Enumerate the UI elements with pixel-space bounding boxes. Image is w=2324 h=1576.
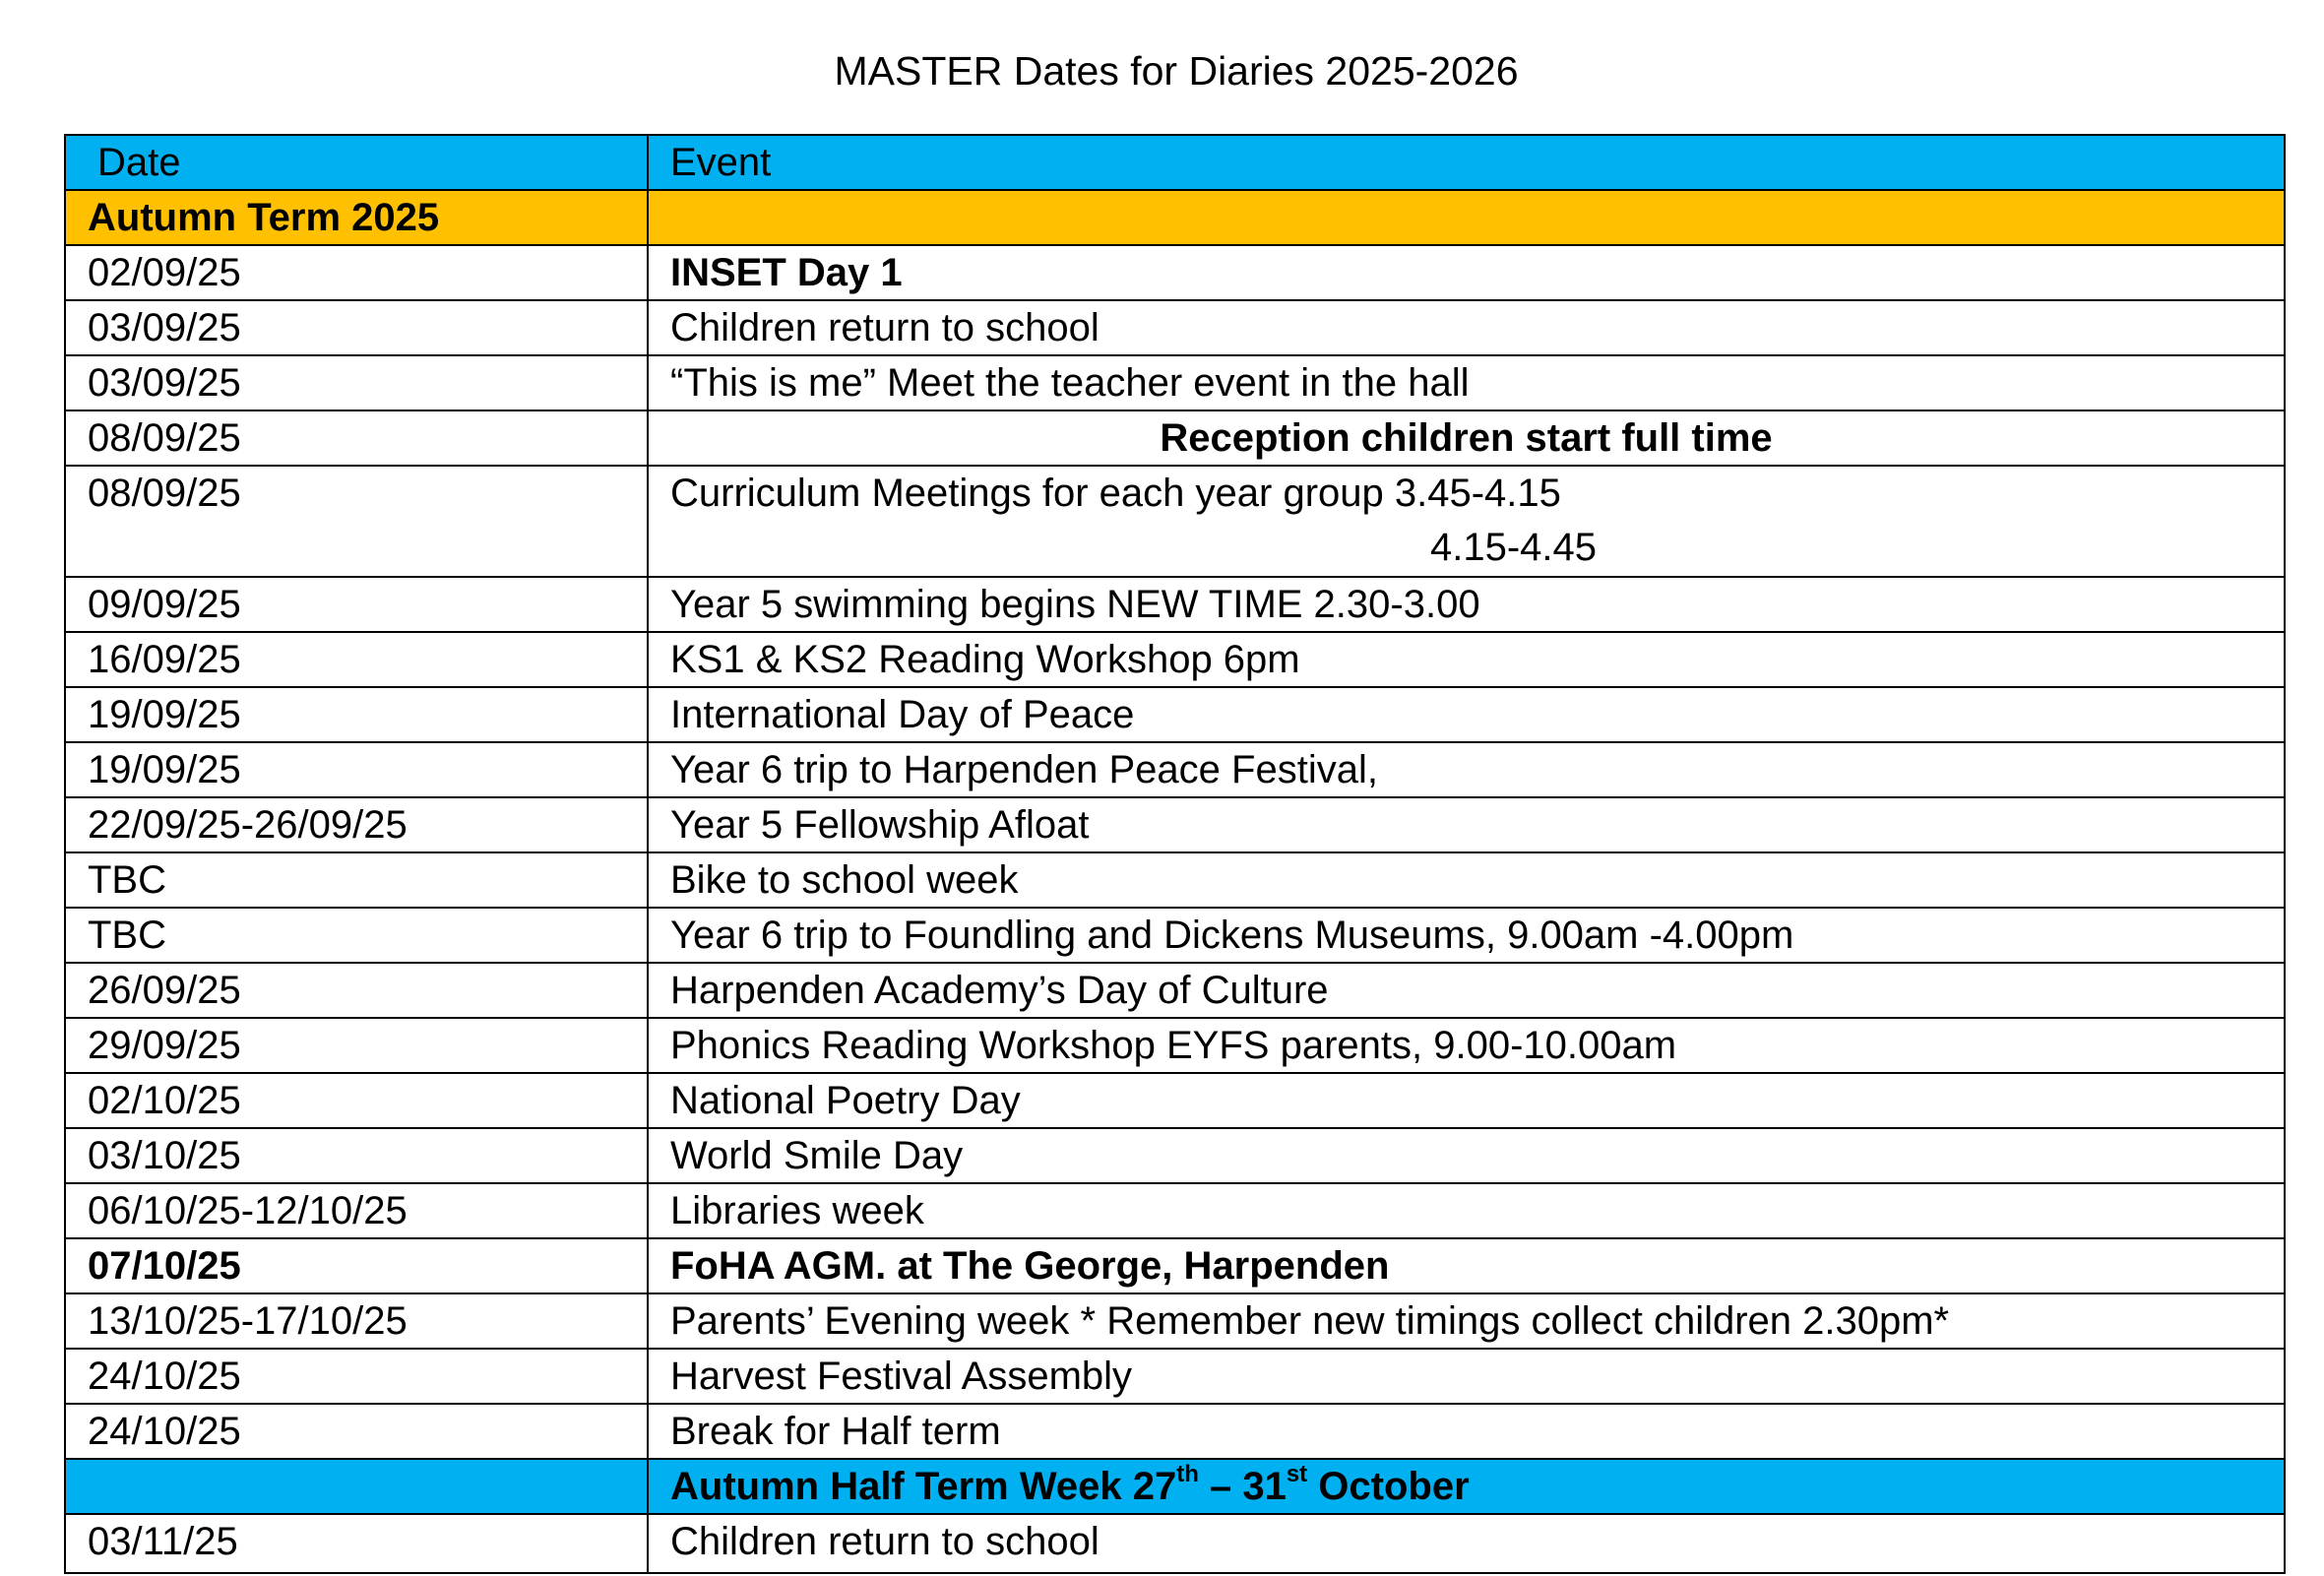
table-row xyxy=(65,466,2285,577)
date-cell: TBC xyxy=(65,852,648,908)
half-term-text-2: – 31 xyxy=(1198,1465,1287,1508)
date-cell: 09/09/25 xyxy=(65,577,648,632)
table-row xyxy=(65,410,2285,466)
event-cell: Phonics Reading Workshop EYFS parents, 9.00-10.00am xyxy=(648,1018,2285,1073)
date-cell: 03/11/25 xyxy=(65,1514,648,1573)
event-cell: FoHA AGM. at The George, Harpenden xyxy=(648,1238,2285,1293)
table-row xyxy=(65,852,2285,908)
date-cell: 08/09/25 xyxy=(65,410,648,466)
event-cell: International Day of Peace xyxy=(648,687,2285,742)
half-term-text-1: Autumn Half Term Week 27 xyxy=(670,1465,1177,1508)
event-cell: Children return to school xyxy=(648,1514,2285,1573)
table-row xyxy=(65,1238,2285,1293)
date-cell: 03/09/25 xyxy=(65,355,648,410)
table-row xyxy=(65,1018,2285,1073)
half-term-heading xyxy=(648,1459,2285,1514)
event-cell: World Smile Day xyxy=(648,1128,2285,1183)
table-row xyxy=(65,908,2285,963)
table-row xyxy=(65,1349,2285,1404)
event-cell: Year 5 Fellowship Afloat xyxy=(648,797,2285,852)
event-column-header: Event xyxy=(648,135,2285,190)
event-cell: Harvest Festival Assembly xyxy=(648,1349,2285,1404)
table-row xyxy=(65,355,2285,410)
table-row xyxy=(65,1404,2285,1459)
table-header-row xyxy=(65,135,2285,190)
event-cell: Children return to school xyxy=(648,300,2285,355)
table-row xyxy=(65,245,2285,300)
event-cell: Bike to school week xyxy=(648,852,2285,908)
event-cell: Parents’ Evening week * Remember new timings collect children 2.30pm* xyxy=(648,1293,2285,1349)
date-cell: 03/09/25 xyxy=(65,300,648,355)
date-cell: 26/09/25 xyxy=(65,963,648,1018)
event-cell: Break for Half term xyxy=(648,1404,2285,1459)
term-heading-empty-cell xyxy=(648,190,2285,245)
date-column-header: Date xyxy=(65,135,648,190)
date-cell: 02/09/25 xyxy=(65,245,648,300)
table-row xyxy=(65,797,2285,852)
table-row xyxy=(65,963,2285,1018)
half-term-text-3: October xyxy=(1307,1465,1470,1508)
date-cell: 06/10/25-12/10/25 xyxy=(65,1183,648,1238)
event-line-1: Curriculum Meetings for each year group 3.45-4.15 xyxy=(670,472,1561,515)
event-cell: Harpenden Academy’s Day of Culture xyxy=(648,963,2285,1018)
dates-table xyxy=(64,134,2286,1574)
event-line-2: 4.15-4.45 xyxy=(1430,526,1598,569)
event-cell: Year 6 trip to Foundling and Dickens Museums, 9.00am -4.00pm xyxy=(648,908,2285,963)
table-row xyxy=(65,1128,2285,1183)
date-cell: 16/09/25 xyxy=(65,632,648,687)
event-cell: KS1 & KS2 Reading Workshop 6pm xyxy=(648,632,2285,687)
date-cell: TBC xyxy=(65,908,648,963)
event-cell: “This is me” Meet the teacher event in the hall xyxy=(648,355,2285,410)
date-cell: 19/09/25 xyxy=(65,742,648,797)
half-term-sup-1: th xyxy=(1176,1460,1199,1487)
term-heading-row xyxy=(65,190,2285,245)
table-row xyxy=(65,1183,2285,1238)
date-cell: 22/09/25-26/09/25 xyxy=(65,797,648,852)
date-cell: 24/10/25 xyxy=(65,1404,648,1459)
table-row-partial xyxy=(65,1514,2285,1573)
event-cell: Reception children start full time xyxy=(648,410,2285,466)
date-cell: 03/10/25 xyxy=(65,1128,648,1183)
document-title: MASTER Dates for Diaries 2025-2026 xyxy=(834,48,1519,94)
date-cell: 02/10/25 xyxy=(65,1073,648,1128)
half-term-row xyxy=(65,1459,2285,1514)
table-row xyxy=(65,577,2285,632)
table-row xyxy=(65,632,2285,687)
event-cell: Year 5 swimming begins NEW TIME 2.30-3.00 xyxy=(648,577,2285,632)
half-term-sup-2: st xyxy=(1286,1460,1308,1487)
event-cell: National Poetry Day xyxy=(648,1073,2285,1128)
date-cell: 07/10/25 xyxy=(65,1238,648,1293)
table-row xyxy=(65,742,2285,797)
event-cell xyxy=(648,466,2285,577)
term-heading: Autumn Term 2025 xyxy=(65,190,648,245)
table-row xyxy=(65,300,2285,355)
half-term-empty-cell xyxy=(65,1459,648,1514)
table-row xyxy=(65,1293,2285,1349)
date-cell: 29/09/25 xyxy=(65,1018,648,1073)
date-cell: 19/09/25 xyxy=(65,687,648,742)
event-cell: INSET Day 1 xyxy=(648,245,2285,300)
table-row xyxy=(65,1073,2285,1128)
event-cell: Libraries week xyxy=(648,1183,2285,1238)
date-cell: 08/09/25 xyxy=(65,466,648,577)
date-cell: 24/10/25 xyxy=(65,1349,648,1404)
event-cell: Year 6 trip to Harpenden Peace Festival, xyxy=(648,742,2285,797)
table-row xyxy=(65,687,2285,742)
date-cell: 13/10/25-17/10/25 xyxy=(65,1293,648,1349)
